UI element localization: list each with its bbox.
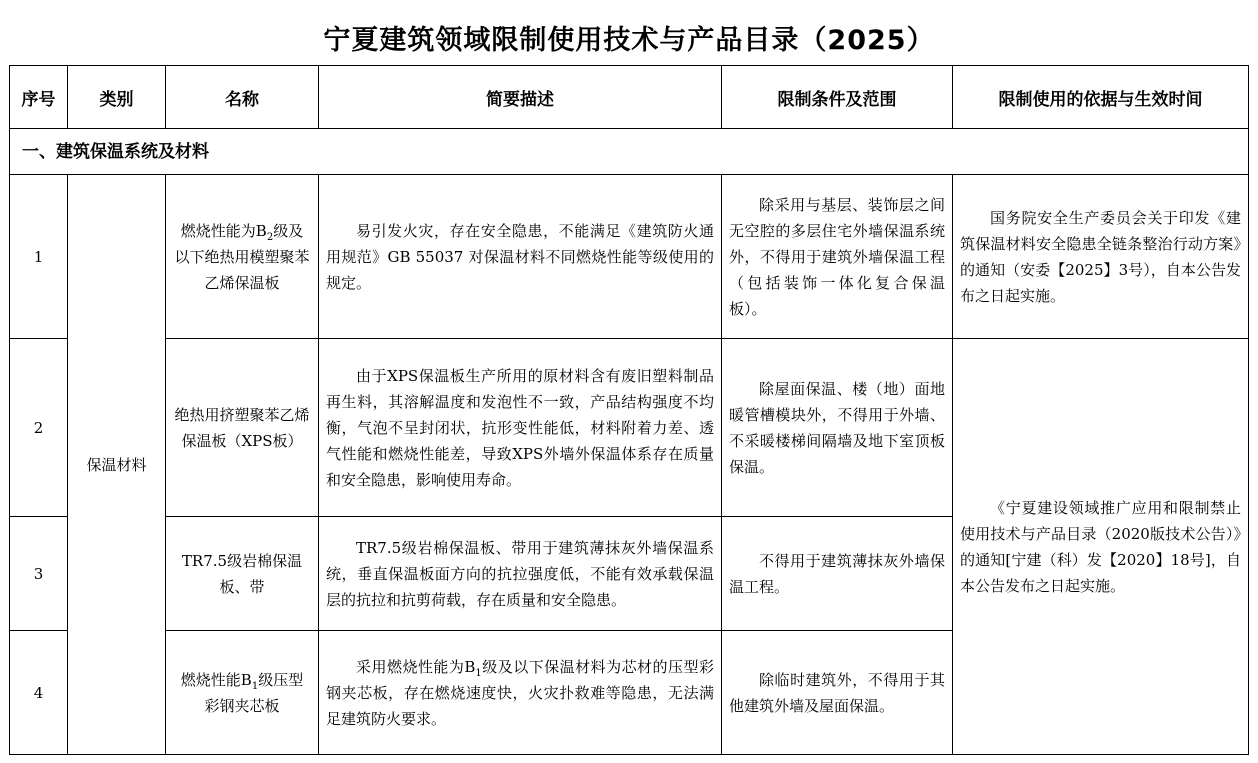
category-cell: 保温材料 [68,175,166,755]
page-title: 宁夏建筑领域限制使用技术与产品目录（2025） [323,25,935,56]
header-name: 名称 [166,66,319,129]
header-row [10,66,1249,129]
section-row [10,129,1249,175]
header-description: 简要描述 [319,66,722,129]
row-no: 3 [10,517,68,631]
row-name: 绝热用挤塑聚苯乙烯保温板（XPS板） [166,339,319,517]
header-category: 类别 [68,66,166,129]
section-title: 一、建筑保温系统及材料 [10,129,1249,175]
table-row [10,175,1249,339]
header-no: 序号 [10,66,68,129]
row-limit: 不得用于建筑薄抹灰外墙保温工程。 [722,517,953,631]
row-limit: 除屋面保温、楼（地）面地暖管槽模块外，不得用于外墙、不采暖楼梯间隔墙及地下室顶板保温。 [722,339,953,517]
row-description: TR7.5级岩棉保温板、带用于建筑薄抹灰外墙保温系统，垂直保温板面方向的抗拉强度低，不能有效承载保温层的抗拉和抗剪荷载，存在质量和安全隐患。 [319,517,722,631]
header-limit: 限制条件及范围 [722,66,953,129]
header-basis: 限制使用的依据与生效时间 [953,66,1249,129]
row-basis: 国务院安全生产委员会关于印发《建筑保温材料安全隐患全链条整治行动方案》的通知（安委【2025】3号），自本公告发布之日起实施。 [953,175,1249,339]
row-description: 由于XPS保温板生产所用的原材料含有废旧塑料制品再生料，其溶解温度和发泡性不一致，产品结构强度不均衡，气泡不呈封闭状，抗形变性能低，材料附着力差、透气性能和燃烧性能差，导致XPS外墙外保温体系存在质量和安全隐患，影响使用寿命。 [319,339,722,517]
catalog-table [9,65,1249,755]
row-description: 易引发火灾，存在安全隐患，不能满足《建筑防火通用规范》GB 55037 对保温材料不同燃烧性能等级使用的规定。 [319,175,722,339]
row-no: 2 [10,339,68,517]
table-row [10,339,1249,517]
row-name: TR7.5级岩棉保温板、带 [166,517,319,631]
row-basis: 《宁夏建设领域推广应用和限制禁止使用技术与产品目录（2020版技术公告）》的通知[宁建（科）发【2020】18号]，自本公告发布之日起实施。 [953,339,1249,755]
row-name: 燃烧性能$B_1$级压型彩钢夹芯板 [166,631,319,755]
row-no: 4 [10,631,68,755]
row-description: 采用燃烧性能为$B_1$级及以下保温材料为芯材的压型彩钢夹芯板，存在燃烧速度快，火灾扑救难等隐患，无法满足建筑防火要求。 [319,631,722,755]
row-limit: 除采用与基层、装饰层之间无空腔的多层住宅外墙保温系统外，不得用于建筑外墙保温工程（包括装饰一体化复合保温板）。 [722,175,953,339]
row-no: 1 [10,175,68,339]
row-limit: 除临时建筑外，不得用于其他建筑外墙及屋面保温。 [722,631,953,755]
row-name: 燃烧性能为$B_2$级及以下绝热用模塑聚苯乙烯保温板 [166,175,319,339]
